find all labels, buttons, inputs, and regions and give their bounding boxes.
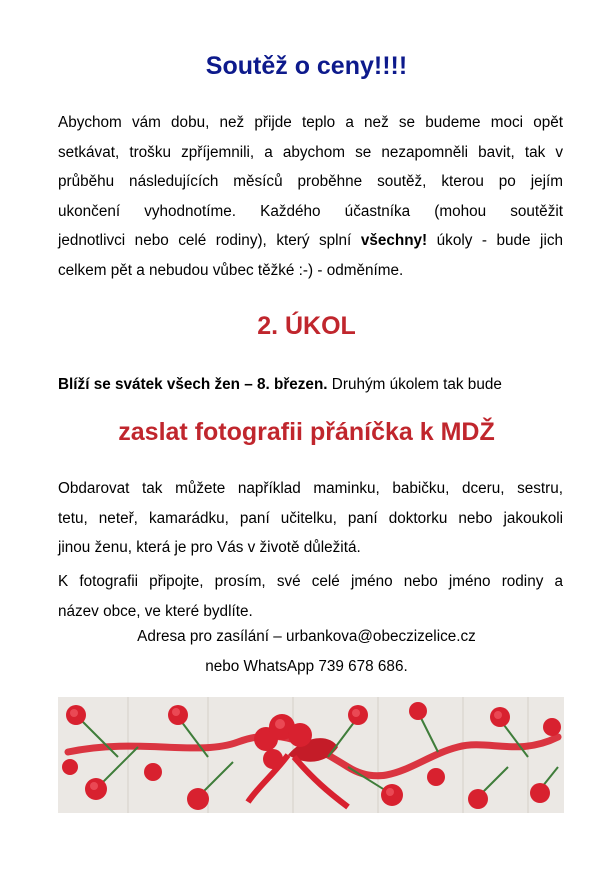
intro-line bbox=[58, 226, 563, 256]
task-title: zaslat fotografii přáníčka k MDŽ bbox=[118, 418, 495, 446]
email-address-line: Adresa pro zasílání – urbankova@obeczizelice.cz bbox=[137, 628, 476, 645]
lead-sentence bbox=[58, 376, 563, 394]
para-line: název obce, ve které bydlíte. bbox=[58, 602, 253, 620]
lead-rest: Druhým úkolem tak bude bbox=[327, 376, 502, 393]
recipients-paragraph bbox=[58, 474, 563, 563]
intro-line: celkem pět a nebudou vůbec těžké :-) - odměníme. bbox=[58, 261, 404, 279]
intro-line-5-end: úkoly - bude jich bbox=[427, 232, 563, 249]
intro-line: ukončení vyhodnotíme. Každého účastníka (mohou soutěžit bbox=[58, 202, 563, 220]
instructions-paragraph bbox=[58, 567, 563, 626]
para-line: jinou ženu, která je pro Vás v životě důležitá. bbox=[58, 539, 361, 556]
whatsapp-line: nebo WhatsApp 739 678 686. bbox=[205, 658, 408, 675]
intro-line: průběhu následujících měsíců proběhne soutěž, kterou po jejím bbox=[58, 173, 563, 190]
page-title: Soutěž o ceny!!!! bbox=[205, 52, 408, 80]
intro-line: Abychom vám dobu, než přijde teplo a než se budeme moci opět bbox=[58, 114, 563, 131]
intro-paragraph bbox=[58, 108, 563, 285]
carnations-illustration bbox=[58, 697, 564, 813]
intro-emphasis: všechny! bbox=[360, 232, 428, 249]
intro-line-5-start: jednotlivci nebo celé rodiny), který splní bbox=[58, 232, 361, 249]
lead-bold: Blíží se svátek všech žen – 8. březen. bbox=[58, 376, 328, 393]
para-line: K fotografii připojte, prosím, své celé jméno nebo jméno rodiny a bbox=[58, 573, 563, 590]
para-line: Obdarovat tak můžete například maminku, babičku, dceru, sestru, bbox=[58, 480, 563, 497]
carnations-photo bbox=[58, 697, 564, 813]
intro-line: setkávat, trošku zpříjemnili, a abychom se nezapomněli bavit, tak v bbox=[58, 143, 563, 161]
para-line: tetu, neteř, kamarádku, paní učitelku, paní doktorku nebo jakoukoli bbox=[58, 509, 563, 527]
task-heading: 2. ÚKOL bbox=[257, 312, 356, 340]
